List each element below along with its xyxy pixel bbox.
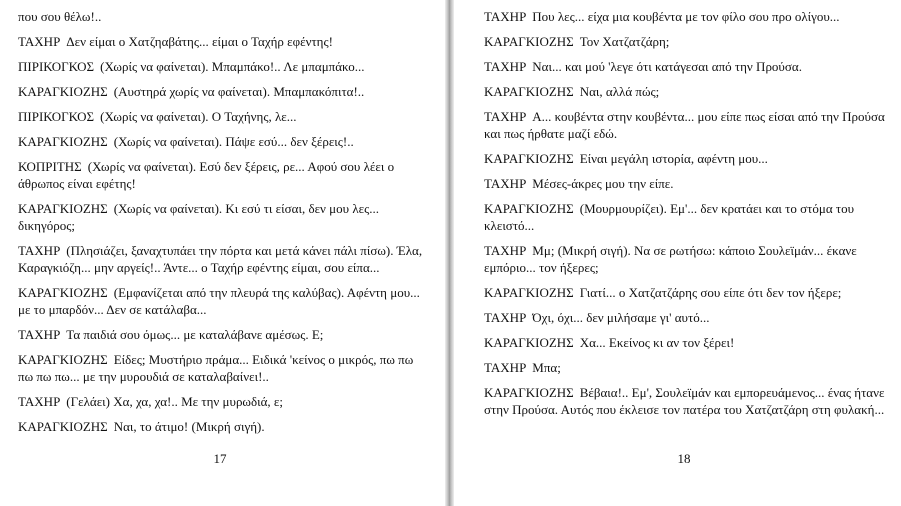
dialogue-text: (Χωρίς να φαίνεται). Εσύ δεν ξέρεις, ρε... Αφού σου λέει ο άθρωπος είναι εφέτης!: [18, 159, 395, 191]
speaker-name: ΤΑΧΗΡ: [484, 9, 527, 24]
speaker-name: ΚΑΡΑΓΚΙΟΖΗΣ: [484, 285, 574, 300]
dialogue-text: (Γελάει) Χα, χα, χα!.. Με την μυρωδιά, ε;: [66, 394, 283, 409]
speaker-name: ΚΑΡΑΓΚΙΟΖΗΣ: [484, 335, 574, 350]
right-page-text: [484, 8, 889, 418]
dialogue-text: Είδες; Μυστήριο πράμα... Ειδικά 'κείνος ο μικρός, πω πω πω πω πω... με την μυρουδιά σε καταλαβαίνει!..: [18, 352, 414, 384]
dialogue-paragraph: [484, 8, 889, 25]
right-page: [454, 0, 901, 506]
right-page-number: 18: [677, 451, 691, 466]
dialogue-paragraph: [484, 175, 889, 192]
dialogue-paragraph: [18, 200, 423, 234]
speaker-name: ΚΑΡΑΓΚΙΟΖΗΣ: [18, 352, 108, 367]
dialogue-paragraph: [18, 83, 423, 100]
book-gutter: [445, 0, 454, 506]
dialogue-text: (Χωρίς να φαίνεται). Ο Ταχήνης, λε...: [100, 109, 297, 124]
dialogue-text: (Μουρμουρίζει). Εμ'... δεν κρατάει και το στόμα του κλειστό...: [484, 201, 855, 233]
left-page-text: [18, 8, 423, 435]
speaker-name: ΤΑΧΗΡ: [484, 59, 527, 74]
dialogue-text: Μμ; (Μικρή σιγή). Να σε ρωτήσω: κάποιο Σουλεϊμάν... έκανε εμπόριο... τον ήξερες;: [484, 243, 857, 275]
speaker-name: ΠΙΡΙΚΟΓΚΟΣ: [18, 59, 95, 74]
dialogue-paragraph: [484, 334, 889, 351]
speaker-name: ΠΙΡΙΚΟΓΚΟΣ: [18, 109, 95, 124]
dialogue-paragraph: [484, 309, 889, 326]
speaker-name: ΤΑΧΗΡ: [484, 109, 527, 124]
dialogue-paragraph: [484, 83, 889, 100]
speaker-name: ΤΑΧΗΡ: [18, 394, 61, 409]
dialogue-text: Ναι, αλλά πώς;: [579, 84, 660, 99]
dialogue-text: Ναι... και μού 'λεγε ότι κατάγεσαι από την Προύσα.: [532, 59, 802, 74]
dialogue-paragraph: [484, 200, 889, 234]
dialogue-text: (Χωρίς να φαίνεται). Μπαμπάκο!.. Λε μπαμπάκο...: [100, 59, 365, 74]
dialogue-text: Μέσες-άκρες μου την είπε.: [532, 176, 674, 191]
dialogue-text: (Πλησιάζει, ξαναχτυπάει την πόρτα και μετά κάνει πάλι πίσω). Έλα, Καραγκιόζη... μην αργείς!.. Άντε... ο Ταχήρ εφέντης είμαι, σου είπα...: [18, 243, 423, 275]
dialogue-text: που σου θέλω!..: [18, 9, 102, 24]
dialogue-paragraph: [484, 150, 889, 167]
dialogue-paragraph: [484, 242, 889, 276]
dialogue-text: Α... κουβέντα στην κουβέντα... μου είπε πως είσαι από την Προύσα και πως ήρθατε μαζί εδώ.: [484, 109, 885, 141]
dialogue-paragraph: [484, 359, 889, 376]
speaker-name: ΤΑΧΗΡ: [484, 360, 527, 375]
dialogue-paragraph: [484, 33, 889, 50]
speaker-name: ΚΟΠΡΙΤΗΣ: [18, 159, 82, 174]
dialogue-paragraph: [18, 158, 423, 192]
dialogue-text: (Αυστηρά χωρίς να φαίνεται). Μπαμπακόπιτα!..: [113, 84, 365, 99]
dialogue-paragraph: [18, 58, 423, 75]
dialogue-paragraph: [18, 284, 423, 318]
dialogue-text: Τον Χατζατζάρη;: [579, 34, 670, 49]
speaker-name: ΚΑΡΑΓΚΙΟΖΗΣ: [18, 201, 108, 216]
dialogue-text: (Χωρίς να φαίνεται). Πάψε εσύ... δεν ξέρεις!..: [113, 134, 354, 149]
dialogue-text: Ναι, το άτιμο! (Μικρή σιγή).: [113, 419, 265, 434]
speaker-name: ΚΑΡΑΓΚΙΟΖΗΣ: [484, 201, 574, 216]
speaker-name: ΚΑΡΑΓΚΙΟΖΗΣ: [484, 34, 574, 49]
dialogue-text: Που λες... είχα μια κουβέντα με τον φίλο σου προ ολίγου...: [532, 9, 840, 24]
speaker-name: ΚΑΡΑΓΚΙΟΖΗΣ: [484, 151, 574, 166]
dialogue-paragraph: [18, 108, 423, 125]
speaker-name: ΤΑΧΗΡ: [484, 176, 527, 191]
dialogue-text: Δεν είμαι ο Χατζηαβάτης... είμαι ο Ταχήρ εφέντης!: [66, 34, 333, 49]
dialogue-paragraph: [484, 58, 889, 75]
speaker-name: ΚΑΡΑΓΚΙΟΖΗΣ: [18, 134, 108, 149]
dialogue-paragraph: [18, 418, 423, 435]
dialogue-text: Χα... Εκείνος κι αν τον ξέρει!: [579, 335, 735, 350]
speaker-name: ΤΑΧΗΡ: [18, 327, 61, 342]
dialogue-text: Όχι, όχι... δεν μιλήσαμε γι' αυτό...: [532, 310, 710, 325]
speaker-name: ΚΑΡΑΓΚΙΟΖΗΣ: [484, 84, 574, 99]
dialogue-text: Τα παιδιά σου όμως... με καταλάβανε αμέσως. Ε;: [66, 327, 324, 342]
dialogue-paragraph: [18, 242, 423, 276]
dialogue-text: Βέβαια!.. Εμ', Σουλεϊμάν και εμπορευάμενος... ένας ήτανε στην Προύσα. Αυτός που έκλεισε τον πατέρα του Χατζατζάρη στη φυλακή...: [484, 385, 885, 417]
speaker-name: ΤΑΧΗΡ: [18, 243, 61, 258]
speaker-name: ΤΑΧΗΡ: [484, 243, 527, 258]
dialogue-paragraph: [18, 8, 423, 25]
speaker-name: ΚΑΡΑΓΚΙΟΖΗΣ: [484, 385, 574, 400]
dialogue-text: (Εμφανίζεται από την πλευρά της καλύβας). Αφέντη μου... με το μπαρδόν... Δεν σε κατάλαβα...: [18, 285, 420, 317]
speaker-name: ΚΑΡΑΓΚΙΟΖΗΣ: [18, 285, 108, 300]
dialogue-paragraph: [18, 33, 423, 50]
dialogue-text: Είναι μεγάλη ιστορία, αφέντη μου...: [579, 151, 768, 166]
speaker-name: ΚΑΡΑΓΚΙΟΖΗΣ: [18, 419, 108, 434]
dialogue-paragraph: [484, 108, 889, 142]
speaker-name: ΤΑΧΗΡ: [484, 310, 527, 325]
dialogue-paragraph: [18, 326, 423, 343]
dialogue-paragraph: [484, 284, 889, 301]
dialogue-paragraph: [18, 351, 423, 385]
dialogue-text: Γιατί... ο Χατζατζάρης σου είπε ότι δεν τον ήξερε;: [579, 285, 842, 300]
dialogue-paragraph: [18, 393, 423, 410]
left-page-number: 17: [213, 451, 227, 466]
speaker-name: ΤΑΧΗΡ: [18, 34, 61, 49]
left-page: [0, 0, 445, 506]
speaker-name: ΚΑΡΑΓΚΙΟΖΗΣ: [18, 84, 108, 99]
dialogue-paragraph: [18, 133, 423, 150]
dialogue-text: Μπα;: [532, 360, 561, 375]
dialogue-paragraph: [484, 384, 889, 418]
dialogue-text: (Χωρίς να φαίνεται). Κι εσύ τι είσαι, δεν μου λες... δικηγόρος;: [18, 201, 379, 233]
